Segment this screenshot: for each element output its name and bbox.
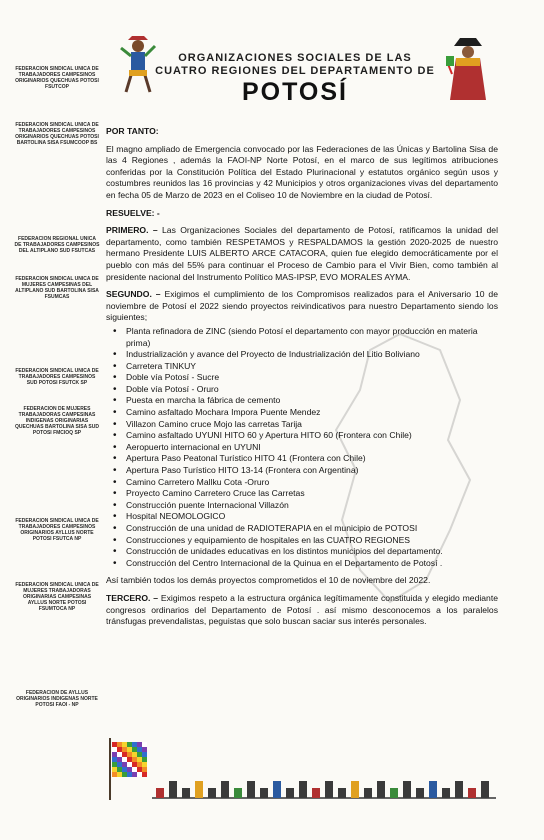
resuelve-label: RESUELVE: -	[106, 207, 160, 218]
wiphala-cell	[132, 762, 137, 767]
list-item: • Industrialización y avance del Proyecto de Industrialización del Litio Boliviano	[126, 349, 498, 361]
wiphala-cell	[137, 742, 142, 747]
header-line-1: ORGANIZACIONES SOCIALES DE LAS	[178, 52, 412, 64]
tercero-label: TERCERO. –	[106, 592, 159, 603]
frieze-figure	[234, 788, 242, 798]
list-item: • Camino asfaltado UYUNI HITO 60 y Apertura HITO 60 (Frontera con Chile)	[126, 430, 498, 442]
org-fsutck-sp: FEDERACION SINDICAL UNICA DE TRABAJADORES CAMPESINOS SUD POTOSI FSUTCK SP	[15, 368, 99, 386]
wiphala-cell	[112, 767, 117, 772]
frieze-figure	[299, 781, 307, 798]
wiphala-cell	[112, 742, 117, 747]
list-item: • Aeropuerto internacional en UYUNI	[126, 442, 498, 454]
org-fmcioq-sp: FEDERACION DE MUJERES TRABAJADORAS CAMPESINAS INDIGENAS ORIGINARIAS QUECHUAS BARTOLINA SISA SUD POTOSI FMCIOQ SP	[15, 406, 99, 436]
list-item: • Construcciones y equipamiento de hospitales en las CUATRO REGIONES	[126, 535, 498, 547]
wiphala-flag-icon	[110, 738, 147, 800]
wiphala-cell	[142, 767, 147, 772]
frieze-figure	[429, 781, 437, 798]
list-item: • Construcción del Centro Internacional de la Quinua en el Departamento de Potosí .	[126, 558, 498, 570]
wiphala-cell	[122, 752, 127, 757]
list-item: • Construcción puente Internacional Villazón	[126, 500, 498, 512]
list-item: • Proyecto Camino Carretero Cruce las Carretas	[126, 488, 498, 500]
segundo-label: SEGUNDO. –	[106, 289, 161, 300]
closing-paragraph: Así también todos los demás proyectos comprometidos el 10 de noviembre del 2022.	[106, 575, 431, 586]
wiphala-cell	[137, 772, 142, 777]
footer-decoration	[106, 738, 498, 802]
wiphala-cell	[117, 757, 122, 762]
wiphala-cell	[122, 742, 127, 747]
wiphala-cell	[127, 762, 132, 767]
frieze-figure	[156, 788, 164, 798]
wiphala-cell	[112, 772, 117, 777]
list-item: • Hospital NEOMOLOGICO	[126, 511, 498, 523]
frieze-figure	[455, 781, 463, 798]
org-fsutcop: FEDERACION SINDICAL UNICA DE TRABAJADORES CAMPESINOS ORIGINARIOS QUECHUAS POTOSI FSUTCOP	[15, 66, 99, 90]
list-item: • Planta refinadora de ZINC (siendo Potosí el departamento con mayor producción en materia prima)	[126, 326, 498, 349]
wiphala-cell	[127, 772, 132, 777]
frieze-figure	[208, 788, 216, 798]
list-item: • Construcción de una unidad de RADIOTERAPIA en el municipio de POTOSI	[126, 523, 498, 535]
list-item: • Puesta en marcha la fábrica de cemento	[126, 395, 498, 407]
wiphala-cell	[127, 742, 132, 747]
frieze-figure	[221, 781, 229, 798]
frieze-figure	[416, 788, 424, 798]
tercero-text: Exigimos respeto a la estructura orgánica legítimamente constituida y elegido mediante congresos ordinarios del Departamento de Potosí . así mismo desconocemos a los paralelos tránsfugas prevendalistas, peguistas que solo buscan saciar sus interés personales.	[106, 592, 498, 627]
org-fsutca-np: FEDERACION SINDICAL UNICA DE TRABAJADORES CAMPESINOS ORIGINARIOS AYLLUS NORTE POTOSI FSUTCA NP	[15, 518, 99, 542]
wiphala-cell	[142, 742, 147, 747]
wiphala-cell	[122, 747, 127, 752]
wiphala-cell	[132, 757, 137, 762]
frieze-figure	[182, 788, 190, 798]
frieze-figure	[195, 781, 203, 798]
wiphala-cell	[142, 762, 147, 767]
wiphala-cell	[137, 767, 142, 772]
wiphala-cell	[132, 772, 137, 777]
tercero-paragraph	[106, 593, 498, 628]
por-tanto-label: POR TANTO:	[106, 126, 159, 136]
frieze-figure	[312, 788, 320, 798]
frieze-figure	[390, 788, 398, 798]
list-item: • Doble vía Potosí - Sucre	[126, 372, 498, 384]
document-body	[106, 126, 498, 634]
woman-figure-right-icon	[446, 34, 490, 104]
list-item: • Camino Carretero Mallku Cota -Oruro	[126, 477, 498, 489]
org-fsumcas: FEDERACION SINDICAL UNICA DE MUJERES CAMPESINAS DEL ALTIPLANO SUD BARTOLINA SISA FSUMCAS	[15, 276, 99, 300]
wiphala-cell	[127, 757, 132, 762]
wiphala-cell	[122, 757, 127, 762]
frieze-figure	[338, 788, 346, 798]
frieze-figure	[351, 781, 359, 798]
wiphala-cell	[142, 747, 147, 752]
org-fsumcoop-bs: FEDERACION SINDICAL UNICA DE TRABAJADORES CAMPESINOS ORIGINARIOS QUECHUAS POTOSI BARTOLINA SISA FSUMCOOP BS	[15, 122, 99, 146]
wiphala-cell	[127, 747, 132, 752]
list-item: • Doble vía Potosí - Oruro	[126, 384, 498, 396]
list-item: • Apertura Paso Turístico HITO 13-14 (Frontera con Argentina)	[126, 465, 498, 477]
wiphala-cell	[117, 767, 122, 772]
wiphala-cell	[122, 767, 127, 772]
wiphala-cell	[127, 767, 132, 772]
list-item: • Construcción de unidades educativas en los distintos municipios del departamento.	[126, 546, 498, 558]
wiphala-cell	[117, 762, 122, 767]
wiphala-cell	[117, 752, 122, 757]
wiphala-cell	[127, 752, 132, 757]
wiphala-cell	[117, 772, 122, 777]
wiphala-cell	[112, 757, 117, 762]
wiphala-cell	[137, 747, 142, 752]
frieze-figure	[273, 781, 281, 798]
wiphala-cell	[132, 742, 137, 747]
segundo-text: Exigimos el cumplimiento de los Compromisos realizados para el Aniversario 10 de noviembre de Potosí el 2022 siendo proyectos reivindicativos para nuestro Departamento siendo los siguientes;	[106, 289, 498, 323]
primero-text: Las Organizaciones Sociales del departamento de Potosí, ratificamos la unidad del departamento, como también RESPETAMOS y RESPALDAMOS la gestión 2020-2025 de nuestro hermano Presidente LUIS ALBERTO ARCE CATACORA, quien fue elegido democráticamente por el pueblo con más del 55% para continuar el Proceso de Cambio para el Vivir Bien, como también al presidente nacional del Instrumento Político MAS-IPSP, EVO MORALES AYMA.	[106, 225, 498, 282]
intro-paragraph: El magno ampliado de Emergencia convocado por las Federaciones de las Únicas y Bartolina Sisa de las 4 Regiones , además la FAOI-NP Norte Potosí, en el marco de sus legítimos atribuciones conferidas por la Constitución Política del Estado Plurinacional y estatutos orgánico según usos y costumbres reunidos las 16 provincias y 42 Municipios y otros organizaciones vivas del departamento en fecha 05 de Marzo de 2023 en el Coliseo 10 de Noviembre en la ciudad de Potosí.	[106, 143, 498, 200]
wiphala-cell	[112, 747, 117, 752]
wiphala-cell	[137, 752, 142, 757]
wiphala-cell	[142, 757, 147, 762]
header-line-2: CUATRO REGIONES DEL DEPARTAMENTO DE	[155, 65, 435, 77]
wiphala-cell	[117, 747, 122, 752]
primero-label: PRIMERO. –	[106, 225, 158, 236]
wiphala-cell	[137, 762, 142, 767]
list-item: • Apertura Paso Peatonal Turístico HITO 41 (Frontera con Chile)	[126, 453, 498, 465]
list-item: • Carretera TINKUY	[126, 361, 498, 373]
frieze-figure	[468, 788, 476, 798]
andean-frieze-icon	[152, 781, 496, 798]
frieze-figure	[403, 781, 411, 798]
wiphala-cell	[132, 747, 137, 752]
frieze-figure	[364, 788, 372, 798]
frieze-figure	[481, 781, 489, 798]
list-item: • Villazon Camino cruce Mojo las carretas Tarija	[126, 419, 498, 431]
wiphala-cell	[142, 772, 147, 777]
segundo-paragraph	[106, 289, 498, 324]
wiphala-cell	[132, 752, 137, 757]
org-faoi-np: FEDERACION DE AYLLUS ORIGINARIOS INDIGENAS NORTE POTOSI FAOI - NP	[16, 690, 98, 708]
wiphala-cell	[117, 742, 122, 747]
header-title: POTOSÍ	[241, 78, 348, 106]
frieze-figure	[377, 781, 385, 798]
projects-list	[106, 326, 498, 569]
frieze-figure	[325, 781, 333, 798]
org-fsumtoca-np: FEDERACION SINDICAL UNICA DE MUJERES TRABAJADORAS ORIGINARIAS CAMPESINAS AYLLUS NORTE POTOSI FSUMTOCA NP	[15, 582, 99, 612]
document-header	[150, 52, 440, 106]
wiphala-cell	[137, 757, 142, 762]
frieze-figure	[247, 781, 255, 798]
wiphala-cell	[142, 752, 147, 757]
wiphala-cell	[122, 772, 127, 777]
frieze-figure	[169, 781, 177, 798]
frieze-figure	[260, 788, 268, 798]
primero-paragraph	[106, 225, 498, 283]
list-item: • Camino asfaltado Mochara Impora Puente Mendez	[126, 407, 498, 419]
frieze-figure	[286, 788, 294, 798]
frieze-figure	[442, 788, 450, 798]
org-fsutcas: FEDERACION REGIONAL UNICA DE TRABAJADORES CAMPESINOS DEL ALTIPLANO SUD FSUTCAS	[14, 236, 100, 254]
wiphala-cell	[122, 762, 127, 767]
wiphala-cell	[112, 752, 117, 757]
wiphala-cell	[112, 762, 117, 767]
wiphala-cell	[132, 767, 137, 772]
